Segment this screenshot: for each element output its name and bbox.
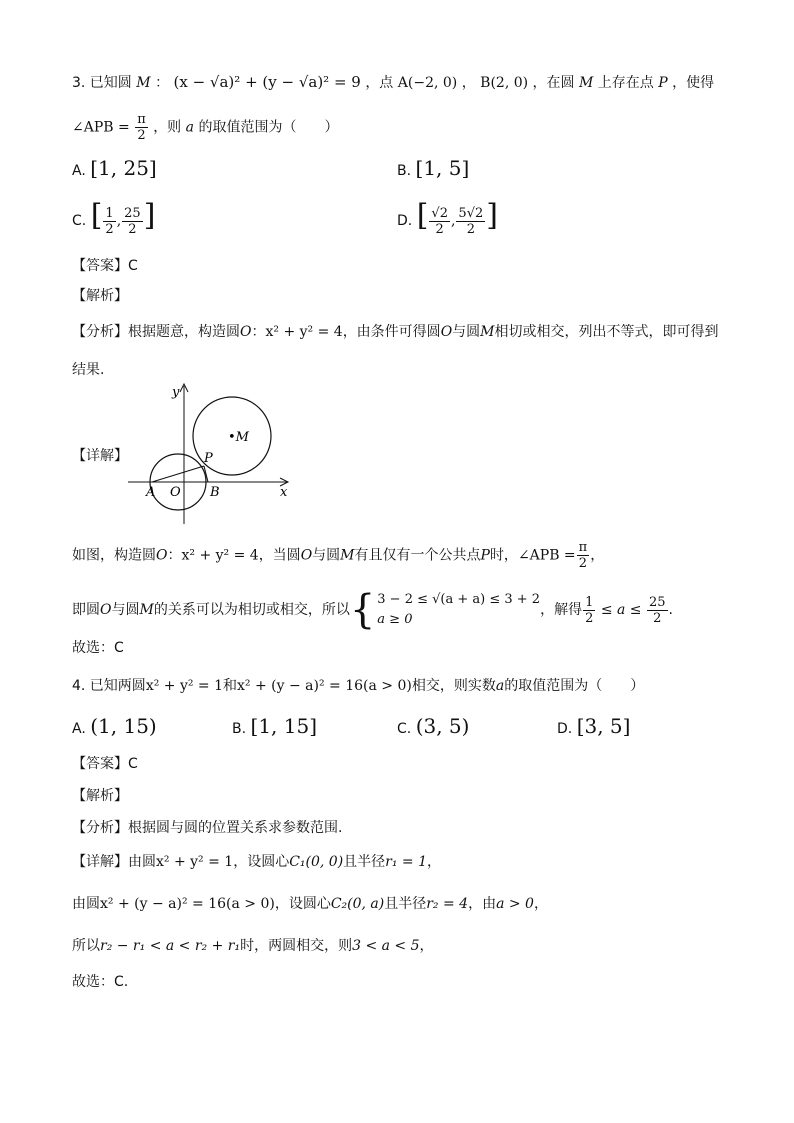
label-p: P bbox=[204, 451, 213, 466]
detail-text: 且半径 bbox=[343, 854, 386, 870]
frac bbox=[456, 206, 485, 237]
detail-text: 且半径 bbox=[384, 896, 427, 912]
frac bbox=[122, 206, 143, 237]
q4-stem-text: 4. 已知两圆 bbox=[72, 678, 146, 694]
detail-text: 由圆 bbox=[128, 854, 156, 870]
q3-answer bbox=[72, 256, 138, 276]
condition: a > 0 bbox=[496, 896, 534, 912]
q3-stem-line2 bbox=[72, 112, 338, 143]
detail-text: 有且仅有一个公共点 bbox=[354, 547, 481, 564]
q4-answer bbox=[72, 754, 138, 774]
math-M: M bbox=[139, 602, 154, 618]
frac-den: 2 bbox=[435, 221, 444, 237]
q3-stem-text: 的取值范围为（ ） bbox=[198, 119, 339, 136]
detail-text: ， bbox=[427, 854, 442, 870]
detail-eq: x² + (y − a)² = 16(a > 0) bbox=[100, 896, 275, 912]
math-a: a bbox=[185, 119, 194, 136]
frac bbox=[647, 595, 668, 626]
inequality-mid: ≤ a ≤ bbox=[596, 602, 646, 618]
q4-eq1: x² + y² = 1 bbox=[145, 678, 224, 694]
q3-fenxi-line1 bbox=[72, 322, 719, 342]
punct: ： bbox=[155, 75, 170, 91]
option-label: D. bbox=[397, 213, 413, 229]
q4-analysis-heading bbox=[72, 786, 128, 806]
option-label: B. bbox=[397, 163, 412, 179]
detail-text: 的关系可以为相切或相交，所以 bbox=[153, 602, 350, 618]
math-O: O bbox=[440, 324, 453, 340]
q3-option-b bbox=[397, 156, 469, 180]
label-o: O bbox=[170, 485, 181, 500]
q3-detail-line2 bbox=[72, 587, 673, 633]
frac-den: 2 bbox=[128, 221, 137, 237]
q4-choose bbox=[72, 972, 128, 992]
frac-den: 2 bbox=[137, 128, 146, 143]
fenxi-tag: 【分析】 bbox=[72, 324, 128, 340]
option-value: [3, 5] bbox=[576, 714, 631, 738]
detail-text: 时，两圆相交，则 bbox=[240, 938, 353, 954]
xiangjie-tag: 【详解】 bbox=[72, 854, 128, 870]
q3-stem-text: 上存在点 bbox=[597, 75, 654, 91]
q3-stem-text: 3. 已知圆 bbox=[72, 75, 132, 91]
answer-value: C bbox=[128, 258, 138, 274]
detail-text: 由圆 bbox=[72, 896, 100, 912]
math-P: P bbox=[658, 75, 668, 91]
q3-stem-text: ，使得 bbox=[672, 75, 715, 91]
circle-o-eq: ：x² + y² = 4 bbox=[251, 324, 343, 340]
detail-text: ，由 bbox=[468, 896, 497, 912]
q3-stem-line1 bbox=[72, 72, 714, 93]
bracket-left: [ bbox=[90, 198, 103, 233]
label-x: x bbox=[280, 485, 288, 500]
option-value: [1, 15] bbox=[250, 714, 318, 738]
option-label: C. bbox=[397, 721, 412, 737]
frac-pi-over-2 bbox=[135, 112, 148, 143]
option-label: C. bbox=[72, 213, 87, 229]
frac-num: 25 bbox=[648, 594, 666, 610]
frac-num: √2 bbox=[431, 205, 448, 221]
q4-detail-line3 bbox=[72, 936, 434, 956]
math-M: M bbox=[136, 75, 151, 91]
bracket-right: ] bbox=[486, 198, 498, 233]
radius-r2: r₂ = 4 bbox=[426, 896, 469, 912]
center-c1: C₁(0, 0) bbox=[289, 854, 344, 870]
brace-icon: { bbox=[349, 587, 376, 633]
math-P: P bbox=[480, 547, 490, 564]
label-b: B bbox=[210, 485, 220, 500]
choose-text: 故选：C bbox=[72, 640, 124, 656]
frac-num: 5√2 bbox=[458, 205, 484, 221]
q4-option-d bbox=[557, 714, 630, 738]
circle-diagram bbox=[120, 378, 300, 528]
detail-text: ，设圆心 bbox=[274, 896, 331, 912]
fenxi-text: 根据题意，构造圆 bbox=[128, 324, 240, 340]
bracket-left: [ bbox=[416, 198, 429, 233]
fenxi-text: 相切或相交，列出不等式，即可得到 bbox=[494, 324, 719, 340]
xiangjie-tag: 【详解】 bbox=[72, 448, 128, 464]
detail-text: 时， bbox=[489, 547, 518, 564]
inequality: r₂ − r₁ < a < r₂ + r₁ bbox=[100, 938, 241, 954]
q3-choose bbox=[72, 638, 124, 658]
q4-option-b bbox=[232, 714, 317, 738]
frac-den: 2 bbox=[653, 610, 662, 626]
q4-option-a bbox=[72, 714, 157, 738]
frac-num: 1 bbox=[585, 594, 594, 610]
system-row: 3 − 2 ≤ √(a + a) ≤ 3 + 2 bbox=[377, 592, 541, 607]
system-row: a ≥ 0 bbox=[377, 612, 413, 627]
detail-text: 即圆 bbox=[72, 602, 100, 618]
option-label: D. bbox=[557, 721, 573, 737]
q4-option-c bbox=[397, 714, 469, 738]
q4-stem bbox=[72, 676, 644, 696]
detail-text: ，解得 bbox=[540, 602, 583, 618]
center-c2: C₂(0, a) bbox=[330, 896, 385, 912]
q4-stem-text: 相交，则实数 bbox=[411, 678, 496, 694]
option-value: (1, 15) bbox=[90, 714, 157, 738]
frac-den: 2 bbox=[105, 221, 114, 237]
math-O: O bbox=[240, 324, 252, 340]
math-M: M bbox=[579, 75, 594, 91]
fenxi-text: 根据圆与圆的位置关系求参数范围. bbox=[128, 820, 343, 836]
angle-apb: ∠APB = bbox=[72, 119, 130, 136]
frac-num: 25 bbox=[124, 205, 141, 221]
frac bbox=[583, 595, 595, 626]
frac-den: 2 bbox=[466, 221, 475, 237]
detail-text: ，当圆 bbox=[258, 547, 301, 564]
answer-value: C bbox=[128, 756, 138, 772]
analysis-tag: 【解析】 bbox=[72, 788, 128, 804]
option-value: [1, 5] bbox=[415, 156, 470, 180]
frac bbox=[429, 206, 450, 237]
detail-text: 如图，构造圆 bbox=[72, 547, 156, 564]
frac-pi-over-2 bbox=[577, 540, 590, 571]
radius-r1: r₁ = 1 bbox=[385, 854, 428, 870]
frac-den: 2 bbox=[578, 556, 588, 571]
detail-text: ，设圆心 bbox=[233, 854, 290, 870]
option-value: (3, 5) bbox=[415, 714, 470, 738]
comma: , bbox=[116, 213, 122, 229]
detail-text: 所以 bbox=[72, 938, 100, 954]
fenxi-tag: 【分析】 bbox=[72, 820, 128, 836]
detail-text: 与圆 bbox=[312, 547, 341, 564]
q3-detail-line1 bbox=[72, 540, 604, 571]
q3-option-c bbox=[72, 198, 155, 237]
result: 3 < a < 5 bbox=[352, 938, 420, 954]
q4-stem-text: 的取值范围为（ ） bbox=[504, 678, 645, 694]
segment-ap bbox=[152, 466, 204, 482]
q3-circle-equation: (x − √a)² + (y − √a)² = 9 bbox=[173, 73, 361, 91]
analysis-tag: 【解析】 bbox=[72, 288, 128, 304]
inequality-system bbox=[349, 587, 541, 633]
answer-tag: 【答案】 bbox=[72, 258, 128, 274]
comma: ， bbox=[590, 547, 605, 564]
comma: , bbox=[450, 213, 456, 229]
q4-detail-line2 bbox=[72, 894, 548, 914]
math-a: a bbox=[495, 678, 505, 694]
q3-option-a bbox=[72, 156, 157, 180]
option-label: B. bbox=[232, 721, 247, 737]
q4-eq2: x² + (y − a)² = 16(a > 0) bbox=[237, 678, 412, 694]
math-O: O bbox=[100, 602, 112, 618]
point-B: B(2, 0) bbox=[480, 75, 529, 91]
label-y: y bbox=[172, 385, 180, 400]
q4-detail-line1 bbox=[72, 852, 441, 872]
q3-analysis-heading bbox=[72, 286, 128, 306]
frac bbox=[103, 206, 115, 237]
choose-text: 故选：C. bbox=[72, 974, 129, 990]
bracket-right: ] bbox=[143, 198, 156, 233]
option-label: A. bbox=[72, 163, 86, 179]
answer-tag: 【答案】 bbox=[72, 756, 128, 772]
q3-fenxi-line2 bbox=[72, 360, 104, 380]
option-label: A. bbox=[72, 721, 86, 737]
math-M: M bbox=[340, 547, 355, 564]
detail-text: ， bbox=[533, 896, 548, 912]
label-a: A bbox=[146, 485, 156, 500]
label-m: •M bbox=[228, 430, 249, 445]
fenxi-text: 与圆 bbox=[452, 324, 481, 340]
option-value: [1, 25] bbox=[90, 156, 157, 180]
detail-eq: x² + y² = 1 bbox=[156, 854, 234, 870]
frac-den: 2 bbox=[585, 610, 594, 626]
frac-num: π bbox=[578, 540, 588, 555]
q3-stem-text: ，则 bbox=[153, 119, 182, 136]
q3-points-text: ，点 bbox=[365, 75, 394, 91]
q3-stem-text: ，在圆 bbox=[532, 75, 575, 91]
q4-stem-text: 和 bbox=[223, 678, 238, 694]
angle-apb: ∠APB = bbox=[517, 547, 576, 564]
detail-text: 与圆 bbox=[111, 602, 140, 618]
math-M: M bbox=[480, 324, 495, 340]
math-O: O bbox=[300, 547, 313, 564]
q4-fenxi bbox=[72, 818, 342, 838]
circle-o-eq: ：x² + y² = 4 bbox=[167, 547, 259, 564]
punct: ， bbox=[461, 75, 476, 91]
fenxi-text: 结果. bbox=[72, 362, 105, 378]
q3-option-d bbox=[397, 198, 498, 237]
detail-text: ， bbox=[419, 938, 434, 954]
frac-num: 1 bbox=[105, 205, 114, 221]
period: . bbox=[668, 602, 673, 618]
math-O: O bbox=[156, 547, 168, 564]
fenxi-text: ，由条件可得圆 bbox=[342, 324, 441, 340]
frac-num: π bbox=[137, 112, 146, 127]
point-A: A(−2, 0) bbox=[397, 75, 458, 91]
